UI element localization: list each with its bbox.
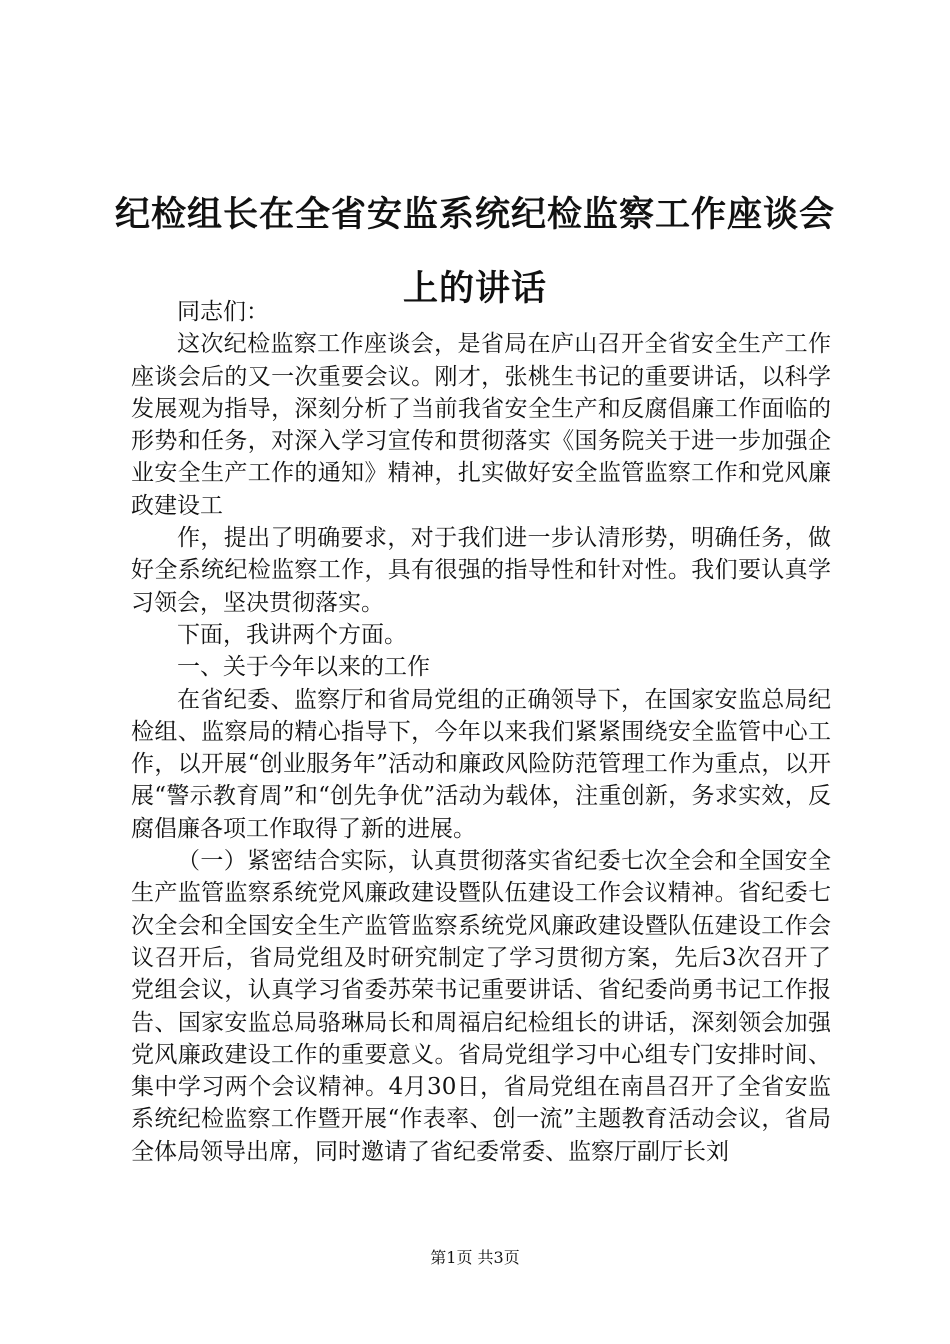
title-line-1: 纪检组长在全省安监系统纪检监察工作座谈会 <box>114 194 835 235</box>
paragraph: 在省纪委、监察厅和省局党组的正确领导下，在国家安监总局纪检组、监察局的精心指导下，今年以来我们紧紧围绕安全监管中心工作，以开展“创业服务年”活动和廉政风险防范管理工作为重点，以开展“警示教育周”和“创先争优”活动为载体，注重创新，务求实效，反腐倡廉各项工作取得了新的进展。 <box>131 686 831 842</box>
paragraph: 下面，我讲两个方面。 <box>177 621 407 648</box>
paragraph: 作，提出了明确要求，对于我们进一步认清形势，明确任务，做好全系统纪检监察工作，具有很强的指导性和针对性。我们要认真学习领会，坚决贯彻落实。 <box>131 525 831 616</box>
salutation: 同志们： <box>177 299 269 325</box>
paragraph: 这次纪检监察工作座谈会，是省局在庐山召开全省安全生产工作座谈会后的又一次重要会议。刚才，张桃生书记的重要讲话，以科学发展观为指导，深刻分析了当前我省安全生产和反腐倡廉工作面临的形势和任务，对深入学习宣传和贯彻落实《国务院关于进一步加强企业安全生产工作的通知》精神，扎实做好安全监管监察工作和党风廉政建设工 <box>131 331 831 519</box>
page-number: 第1页 共3页 <box>430 1248 520 1267</box>
title-line-2: 上的讲话 <box>402 268 547 309</box>
paragraph: （一）紧密结合实际，认真贯彻落实省纪委七次全会和全国安全生产监管监察系统党风廉政建设暨队伍建设工作会议精神。省纪委七次全会和全国安全生产监管监察系统党风廉政建设暨队伍建设工作会议召开后，省局党组及时研究制定了学习贯彻方案，先后3次召开了党组会议，认真学习省委苏荣书记重要讲话、省纪委尚勇书记工作报告、国家安监总局骆琳局长和周福启纪检组长的讲话，深刻领会加强党风廉政建设工作的重要意义。省局党组学习中心组专门安排时间、集中学习两个会议精神。4月30日，省局党组在南昌召开了全省安监系统纪检监察工作暨开展“作表率、创一流”主题教育活动会议，省局全体局领导出席，同时邀请了省纪委常委、监察厅副厅长刘 <box>131 848 831 1165</box>
document-body <box>131 296 831 1168</box>
page-footer <box>0 1248 950 1268</box>
section-heading: 一、关于今年以来的工作 <box>177 654 430 681</box>
